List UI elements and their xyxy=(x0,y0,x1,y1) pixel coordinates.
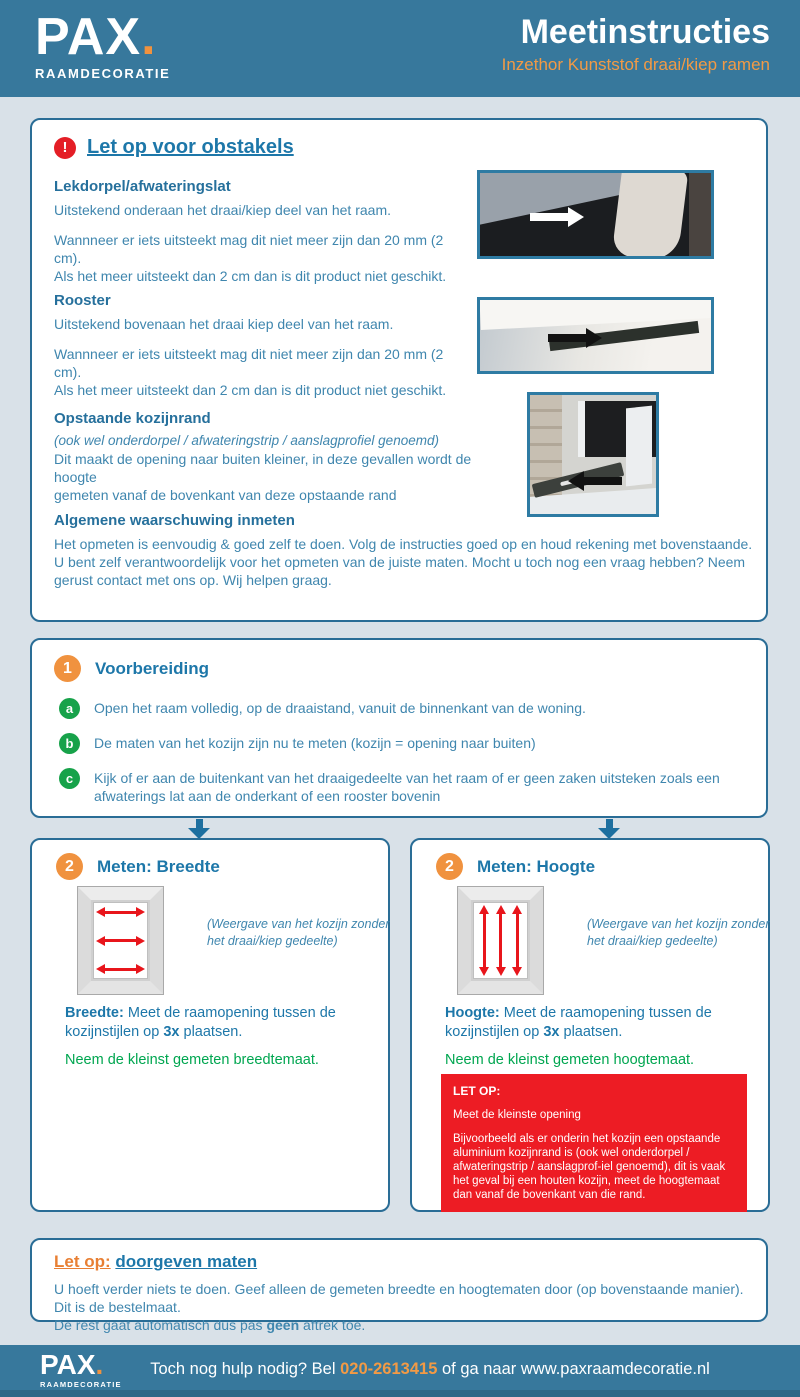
section-line: Als het meer uitsteekt dan 2 cm dan is dit product niet geschikt. xyxy=(54,268,447,284)
instruction-text: plaatsen. xyxy=(183,1024,243,1040)
rooster-photo xyxy=(477,297,714,374)
measure-width-title: Meten: Breedte xyxy=(97,856,220,876)
letop-text: Bijvoorbeeld als er onderin het kozijn een opstaande aluminium kozijnrand is (ook wel onderdorpel / afwateringstrip / aanslagprof-iel genoemd), dit is vaak het geval bij een houten kozijn, meet de hoogtemaat dan vanaf de bovenkant van die rand. xyxy=(453,1133,726,1201)
header-titles xyxy=(502,12,770,75)
order-line2-bold: geen xyxy=(266,1317,300,1333)
measure-arrow-icon xyxy=(479,905,489,976)
list-item xyxy=(59,768,749,805)
general-warning-text: Het opmeten is eenvoudig & goed zelf te doen. Volg de instructies goed op en houd rekening met bovenstaande. U bent zelf verantwoordelijk voor het opmeten van de juiste maten. Mocht u toch nog een vraag hebben? Neem gerust contact met ons op. Wij helpen graag. xyxy=(54,536,753,588)
measure-arrow-icon xyxy=(512,905,522,976)
section-line: gemeten vanaf de bovenkant van deze opstaande rand xyxy=(54,487,397,503)
lekdorpel-photo xyxy=(477,170,714,259)
window-frame-diagram xyxy=(78,887,163,994)
instruction-bold: 3x xyxy=(163,1024,180,1040)
section-line: Dit maakt de opening naar buiten kleiner, in deze gevallen wordt de hoogte xyxy=(54,451,472,485)
logo-text: PAX xyxy=(40,1349,96,1380)
preparation-title: Voorbereiding xyxy=(95,658,209,678)
measure-arrow-icon xyxy=(96,936,145,946)
obstacles-title-row xyxy=(54,136,294,159)
open-sash-shape xyxy=(626,406,652,487)
instruction-bold: 3x xyxy=(543,1024,560,1040)
logo-text: PAX xyxy=(35,8,142,66)
website-link[interactable]: www.paxraamdecoratie.nl xyxy=(520,1360,710,1378)
measure-height-title-row xyxy=(436,853,595,880)
preparation-panel xyxy=(30,638,768,818)
diagram-caption: (Weergave van het kozijn zonder het draai/kiep gedeelte) xyxy=(587,917,770,948)
frame-edge-shape xyxy=(689,173,711,256)
phone-number[interactable]: 020-2613415 xyxy=(340,1360,438,1378)
measure-height-panel xyxy=(410,838,770,1212)
section-alias: (ook wel onderdorpel / afwateringstrip / aanslagprofiel genoemd) xyxy=(54,433,439,448)
header xyxy=(0,0,800,97)
logo-dot: . xyxy=(141,8,157,66)
section-line: Als het meer uitsteekt dan 2 cm dan is dit product niet geschikt. xyxy=(54,382,447,398)
exclamation-icon: ! xyxy=(54,137,76,159)
step-number-icon: 1 xyxy=(54,655,81,682)
logo-wordmark xyxy=(35,8,170,66)
logo-subtitle: RAAMDECORATIE xyxy=(35,66,171,81)
step-letter-icon: b xyxy=(59,733,80,754)
section-rooster xyxy=(54,292,474,399)
step-letter-icon: a xyxy=(59,698,80,719)
page-subtitle: Inzethor Kunststof draai/kiep ramen xyxy=(501,55,770,74)
instruction-text: Meet de raamopening tussen de kozijnstijlen op xyxy=(445,1005,712,1040)
kozijnrand-photo xyxy=(527,392,659,517)
page-title: Meetinstructies xyxy=(520,13,770,51)
letop-warning-box xyxy=(441,1074,747,1212)
section-line: Wannneer er iets uitsteekt mag dit niet meer zijn dan 20 mm (2 cm). xyxy=(54,346,444,380)
list-item xyxy=(59,698,749,719)
order-note-title xyxy=(54,1252,257,1272)
measure-height-instruction xyxy=(445,1004,745,1042)
section-line: Wannneer er iets uitsteekt mag dit niet meer zijn dan 20 mm (2 cm). xyxy=(54,232,444,266)
footer-help-text xyxy=(150,1360,710,1379)
width-arrows xyxy=(93,902,148,979)
instruction-text: plaatsen. xyxy=(563,1024,623,1040)
logo-subtitle: RAAMDECORATIE xyxy=(40,1380,122,1389)
order-line2-pre: De rest gaat automatisch dus pas xyxy=(54,1317,263,1333)
order-title-accent: Let op: xyxy=(54,1252,111,1271)
section-lekdorpel xyxy=(54,178,474,285)
step-text: De maten van het kozijn zijn nu te meten (kozijn = opening naar buiten) xyxy=(94,735,536,751)
section-line: Uitstekend bovenaan het draai kiep deel van het raam. xyxy=(54,316,394,332)
step-number-icon: 2 xyxy=(56,853,83,880)
measure-height-title: Meten: Hoogte xyxy=(477,856,596,876)
measure-arrow-icon xyxy=(496,905,506,976)
help-mid: of ga naar xyxy=(441,1360,517,1378)
left-arrow-icon xyxy=(568,471,622,491)
obstacles-panel xyxy=(30,118,768,622)
height-arrows xyxy=(473,902,528,979)
down-arrow-icon xyxy=(188,819,210,839)
measure-arrow-icon xyxy=(96,964,145,974)
measure-width-panel xyxy=(30,838,390,1212)
step-number-icon: 2 xyxy=(436,853,463,880)
order-note-panel xyxy=(30,1238,768,1333)
step-text: Open het raam volledig, op de draaistand, vanuit de binnenkant van de woning. xyxy=(94,700,586,716)
section-heading: Rooster xyxy=(54,292,111,309)
pax-logo-footer xyxy=(40,1350,122,1389)
right-arrow-icon xyxy=(548,328,602,348)
preparation-steps xyxy=(59,698,749,819)
letop-line: Meet de kleinste opening xyxy=(453,1109,581,1121)
general-warning-heading: Algemene waarschuwing inmeten xyxy=(54,512,295,529)
section-heading: Opstaande kozijnrand xyxy=(54,410,211,427)
section-kozijnrand xyxy=(54,410,474,504)
pax-logo xyxy=(35,8,170,81)
right-arrow-icon xyxy=(530,207,584,227)
section-line: Uitstekend onderaan het draai/kiep deel van het raam. xyxy=(54,202,391,218)
instruction-label: Hoogte: xyxy=(445,1005,500,1021)
order-note-text xyxy=(54,1280,760,1334)
list-item xyxy=(59,733,749,754)
measure-width-note: Neem de kleinst gemeten breedtemaat. xyxy=(65,1052,319,1068)
help-pre: Toch nog hulp nodig? Bel xyxy=(150,1360,336,1378)
general-warning xyxy=(54,512,760,589)
measure-arrow-icon xyxy=(96,907,145,917)
drip-sill-shape xyxy=(612,170,689,259)
down-arrow-icon xyxy=(598,819,620,839)
preparation-title-row xyxy=(54,655,209,682)
footer-bottom-strip xyxy=(0,1390,800,1397)
window-frame-diagram xyxy=(458,887,543,994)
instruction-text: Meet de raamopening tussen de kozijnstijlen op xyxy=(65,1005,336,1040)
logo-dot: . xyxy=(95,1349,104,1380)
order-title-rest: doorgeven maten xyxy=(115,1252,258,1271)
step-letter-icon: c xyxy=(59,768,80,789)
section-heading: Lekdorpel/afwateringslat xyxy=(54,178,231,195)
measure-height-note: Neem de kleinst gemeten hoogtemaat. xyxy=(445,1052,695,1068)
step-text: Kijk of er aan de buitenkant van het draaigedeelte van het raam of er geen zaken uitsteken zoals een afwaterings lat aan de onderkant of een rooster bovenin xyxy=(94,770,720,804)
instruction-label: Breedte: xyxy=(65,1005,124,1021)
letop-title: LET OP: xyxy=(453,1084,501,1098)
obstacles-title: Let op voor obstakels xyxy=(87,136,294,158)
order-line1: U hoeft verder niets te doen. Geef alleen de gemeten breedte en hoogtematen door (op bovenstaande manier). Dit is de bestelmaat. xyxy=(54,1281,744,1315)
order-line2-post: aftrek toe. xyxy=(303,1317,366,1333)
measure-width-instruction xyxy=(65,1004,365,1042)
measure-width-title-row xyxy=(56,853,220,880)
diagram-caption: (Weergave van het kozijn zonder het draai/kiep gedeelte) xyxy=(207,917,390,948)
logo-wordmark xyxy=(40,1350,122,1380)
